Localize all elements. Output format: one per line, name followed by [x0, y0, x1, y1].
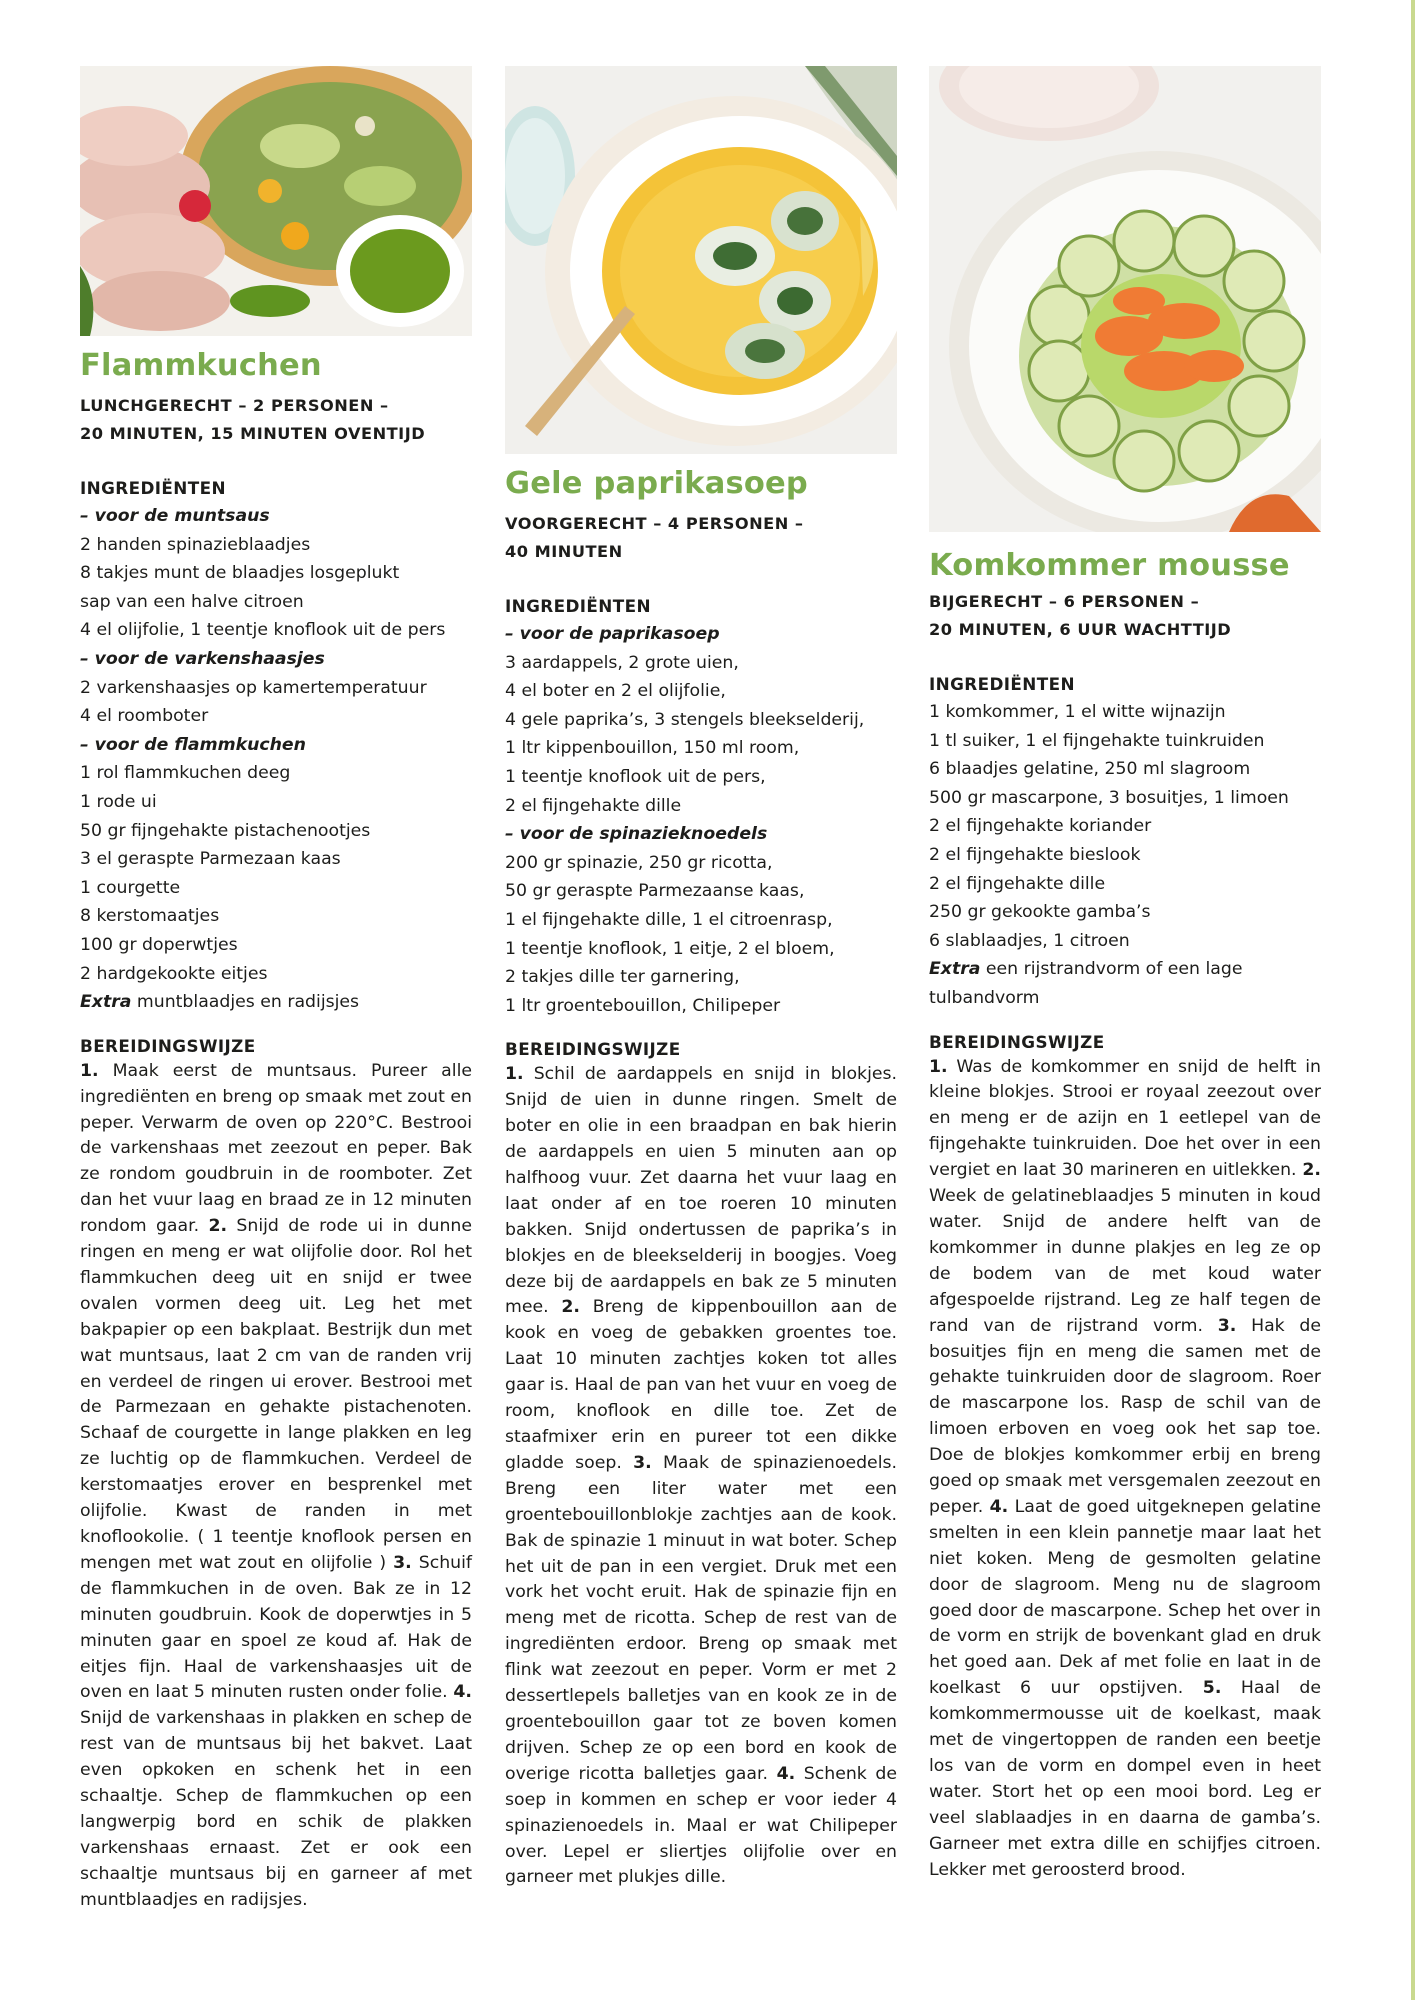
- step-number: 1.: [929, 1056, 948, 1077]
- ingredient-item: [929, 727, 1321, 756]
- ingredient-item: [929, 784, 1321, 813]
- ingredient-text: 1 rol flammkuchen deeg: [80, 763, 291, 784]
- ingredient-text: 1 rode ui: [80, 791, 157, 812]
- ingredient-text: 100 gr doperwtjes: [80, 934, 238, 955]
- ingredient-text: 1 teentje knoflook, 1 eitje, 2 el bloem,: [505, 938, 835, 959]
- step-text: Schil de aardappels en snijd in blokjes. Snijd de uien in dunne ringen. Smelt de boter en olie in een braadpan en bak hierin de aardappels en uien 5 minuten aan op halfhoog vuur. Zet daarna het vuur laag en laat onder af en toe roeren 10 minuten bakken. Snijd ondertussen de paprika’s in blokjes en de bleekselderij in boogjes. Voeg deze bij de aardappels en bak ze 5 minuten mee.: [505, 1064, 897, 1318]
- ingredient-item: [929, 870, 1321, 899]
- ingredient-item: [929, 755, 1321, 784]
- step-text: Was de komkommer en snijd de helft in kleine blokjes. Strooi er royaal zeezout over en meng er de azijn en 1 eetlepel van de fijngehakte tuinkruiden. Doe het over in een vergiet en laat 30 marineren en uitlekken.: [929, 1056, 1321, 1181]
- ingredients-list: [929, 698, 1321, 1013]
- ingredient-text: 2 el fijngehakte dille: [505, 795, 682, 816]
- ingredient-subheading: [80, 731, 472, 760]
- step-text: Maak de spinazienoedels. Breng een liter water met een groentebouillonblokje zachtjes aan de kook. Bak de spinazie 1 minuut in wat boter. Schep het uit de pan in een vergiet. Druk met een vork het vocht eruit. Hak de spinazie fijn en meng met de ricotta. Schep de rest van de ingrediënten erdoor. Breng op smaak met flink wat zeezout en peper. Vorm er met 2 dessertlepels balletjes van en kook ze in de groentebouillon gaar tot ze boven komen drijven. Schep ze op een bord en kook de overige ricotta balletjes gaar.: [505, 1452, 897, 1784]
- ingredient-text: 1 el fijngehakte dille, 1 el citroenrasp,: [505, 909, 833, 930]
- ingredient-item: [80, 960, 472, 989]
- recipe-meta: [505, 510, 897, 566]
- meta-line: LUNCHGERECHT – 2 PERSONEN –: [80, 396, 389, 415]
- ingredient-text: 4 el boter en 2 el olijfolie,: [505, 681, 726, 702]
- ingredient-text: 2 takjes dille ter garnering,: [505, 967, 740, 988]
- ingredient-text: 1 courgette: [80, 877, 181, 898]
- ingredient-item: [505, 963, 897, 992]
- recipe-meta: [929, 588, 1321, 644]
- ingredient-text: 2 el fijngehakte koriander: [929, 816, 1152, 837]
- ingredients-list: [505, 620, 897, 1020]
- ingredient-item: [929, 955, 1321, 984]
- step-number: 1.: [80, 1060, 99, 1081]
- preparation-heading: BEREIDINGSWIJZE: [929, 1031, 1105, 1052]
- ingredient-text: 250 gr gekookte gamba’s: [929, 902, 1151, 923]
- ingredient-item: [505, 877, 897, 906]
- meta-line: BIJGERECHT – 6 PERSONEN –: [929, 592, 1200, 611]
- ingredient-subheading: [505, 620, 897, 649]
- ingredient-item: [80, 874, 472, 903]
- step-text: Laat de goed uitgeknepen gelatine smelten in een klein pannetje maar laat het niet koken. Meng de gesmolten gelatine door de slagroom. Meng nu de slagroom goed door de mascarpone. Schep het over in de vorm en strijk de bovenkant glad en druk het goed aan. Dek af met folie en laat in de koelkast 6 uur opstijven.: [929, 1496, 1321, 1699]
- step-text: Breng de kippenbouillon aan de kook en voeg de gebakken groentes toe. Laat 10 minuten zachtjes koken tot alles gaar is. Haal de pan van het vuur en voeg de room, knoflook en dille toe. Zet de staafmixer erin en pureer tot een dikke gladde soep.: [505, 1297, 897, 1473]
- step-number: 2.: [208, 1216, 228, 1237]
- ingredient-text: 50 gr geraspte Parmezaanse kaas,: [505, 881, 805, 902]
- ingredient-subheading: [80, 502, 472, 531]
- step-number: 2.: [561, 1297, 580, 1318]
- preparation-text: [505, 1062, 897, 1891]
- ingredient-text: 1 tl suiker, 1 el fijngehakte tuinkruiden: [929, 730, 1265, 751]
- ingredient-text: – voor de varkenshaasjes: [80, 648, 325, 669]
- ingredient-item: [80, 531, 472, 560]
- ingredient-text: 1 teentje knoflook uit de pers,: [505, 766, 766, 787]
- ingredient-text: 2 el fijngehakte bieslook: [929, 844, 1141, 865]
- ingredient-item: [80, 588, 472, 617]
- ingredient-text: – voor de spinazieknoedels: [505, 824, 768, 845]
- page-edge-strip: [1411, 0, 1415, 2000]
- ingredient-item: [80, 788, 472, 817]
- extra-label: Extra: [929, 959, 981, 980]
- recipe-title: Komkommer mousse: [929, 548, 1290, 583]
- ingredient-item: [80, 702, 472, 731]
- ingredient-text: – voor de flammkuchen: [80, 734, 306, 755]
- ingredient-item: [80, 817, 472, 846]
- step-text: Week de gelatineblaadjes 5 minuten in koud water. Snijd de andere helft van de komkommer in dunne plakjes en leg ze op de bodem van de met koud water afgespoelde rijstrand. Leg ze half tegen de rand van de rijstrand vorm.: [929, 1186, 1321, 1336]
- step-text: Snijd de varkenshaas in plakken en schep de rest van de muntsaus bij het bakvet. Laat even opkoken en schenk het in een schaaltje. Schep de flammkuchen op een langwerpig bord en schik de plakken varkenshaas ernaast. Zet er ook een schaaltje muntsaus bij en garneer af met muntblaadjes en radijsjes.: [80, 1708, 472, 1910]
- ingredient-item: [505, 763, 897, 792]
- step-text: Hak de bosuitjes fijn en meng die samen met de gehakte tuinkruiden door de slagroom. Roer de mascarpone los. Rasp de schil van de limoen erboven en voeg ook het sap toe. Doe de blokjes komkommer erbij en breng goed op smaak met versgemalen zeezout en peper.: [929, 1315, 1322, 1517]
- ingredients-heading: INGREDIËNTEN: [929, 674, 1075, 694]
- extra-label: Extra: [80, 992, 132, 1013]
- ingredient-text: een rijstrandvorm of een lage: [985, 959, 1243, 980]
- ingredient-item: [80, 674, 472, 703]
- ingredient-text: sap van een halve citroen: [80, 591, 304, 612]
- meta-line: VOORGERECHT – 4 PERSONEN –: [505, 514, 804, 533]
- ingredient-item: [80, 845, 472, 874]
- recipe-flammkuchen: [80, 66, 472, 1914]
- step-text: Snijd de rode ui in dunne ringen en meng er wat olijfolie door. Rol het flammkuchen deeg uit en snijd er twee ovalen vormen deeg uit. Leg het met bakpapier op een bakplaat. Bestrijk dun met wat muntsaus, laat 2 cm van de randen vrij en verdeel de ringen ui erover. Bestrooi met de Parmezaan en gehakte pistachenoten. Schaaf de courgette in lange plakken en leg ze luchtig op de flammkuchen. Verdeel de kerstomaatjes erover en besprenkel met olijfolie. Kwast de randen in met knoflookolie. ( 1 teentje knoflook persen en mengen met wat zout en olijfolie ): [80, 1216, 473, 1573]
- ingredient-text: – voor de muntsaus: [80, 506, 270, 526]
- recipe-gele-paprikasoep: [505, 66, 897, 1891]
- ingredient-item: [929, 841, 1321, 870]
- komkommer-mousse-photo: [929, 66, 1321, 532]
- ingredient-text: 2 varkenshaasjes op kamertemperatuur: [80, 677, 427, 698]
- preparation-text: [929, 1055, 1321, 1884]
- step-number: 4.: [453, 1682, 472, 1703]
- ingredient-subheading: [505, 820, 897, 849]
- ingredient-subheading: [80, 645, 472, 674]
- recipe-title: Flammkuchen: [80, 348, 322, 383]
- ingredient-text: muntblaadjes en radijsjes: [136, 992, 360, 1013]
- step-number: 3.: [633, 1452, 652, 1473]
- step-text: Schenk de soep in kommen en schep er voor ieder 4 spinazienoedels in. Maal er wat Chilipeper over. Lepel er sliertjes olijfolie over en garneer met plukjes dille.: [505, 1763, 897, 1888]
- paprikasoep-photo: [505, 66, 897, 454]
- ingredient-text: 4 el roomboter: [80, 706, 209, 727]
- ingredient-item: [80, 988, 472, 1017]
- ingredient-item: [929, 812, 1321, 841]
- step-number: 4.: [776, 1763, 796, 1784]
- ingredient-text: 4 gele paprika’s, 3 stengels bleekselderij,: [505, 709, 865, 730]
- ingredient-text: 50 gr fijngehakte pistachenootjes: [80, 820, 371, 841]
- ingredient-item: [80, 616, 472, 645]
- preparation-heading: BEREIDINGSWIJZE: [505, 1039, 681, 1060]
- preparation-heading: BEREIDINGSWIJZE: [80, 1035, 256, 1056]
- ingredient-text: 8 takjes munt de blaadjes losgeplukt: [80, 563, 400, 584]
- ingredient-item: [505, 849, 897, 878]
- ingredient-text: 6 blaadjes gelatine, 250 ml slagroom: [929, 759, 1251, 780]
- ingredient-item: [505, 906, 897, 935]
- ingredient-item: [929, 898, 1321, 927]
- step-number: 3.: [393, 1552, 412, 1573]
- ingredient-text: 2 handen spinazieblaadjes: [80, 534, 311, 555]
- ingredient-text: 200 gr spinazie, 250 gr ricotta,: [505, 852, 773, 873]
- ingredient-item: [505, 706, 897, 735]
- ingredient-text: 1 ltr kippenbouillon, 150 ml room,: [505, 738, 800, 759]
- ingredient-item: [505, 992, 897, 1021]
- ingredient-text: 6 slablaadjes, 1 citroen: [929, 930, 1130, 951]
- ingredient-item: [80, 559, 472, 588]
- step-number: 4.: [989, 1496, 1009, 1517]
- step-text: Maak eerst de muntsaus. Pureer alle ingrediënten en breng op smaak met zout en peper. Verwarm de oven op 220°C. Bestrooi de varkenshaas met zeezout en peper. Bak ze rondom goudbruin in de roomboter. Zet dan het vuur laag en braad ze in 12 minuten rondom gaar.: [80, 1060, 473, 1237]
- step-number: 5.: [1202, 1678, 1222, 1699]
- step-number: 1.: [505, 1064, 524, 1085]
- ingredient-text: 2 hardgekookte eitjes: [80, 963, 268, 984]
- ingredient-text: 3 el geraspte Parmezaan kaas: [80, 849, 341, 870]
- meta-line: 20 MINUTEN, 15 MINUTEN OVENTIJD: [80, 424, 426, 443]
- ingredient-text: – voor de paprikasoep: [505, 624, 720, 644]
- recipe-komkommer-mousse: [929, 66, 1321, 1884]
- ingredient-item: [505, 792, 897, 821]
- ingredient-text: tulbandvorm: [929, 987, 1040, 1008]
- ingredient-text: 1 ltr groentebouillon, Chilipeper: [505, 995, 781, 1016]
- recipe-title: Gele paprikasoep: [505, 466, 808, 501]
- ingredient-text: 500 gr mascarpone, 3 bosuitjes, 1 limoen: [929, 787, 1289, 808]
- ingredient-item: [929, 927, 1321, 956]
- ingredient-item: [80, 931, 472, 960]
- meta-line: 20 MINUTEN, 6 UUR WACHTTIJD: [929, 620, 1232, 639]
- step-text: Haal de komkommermousse uit de koelkast, maak met de vingertoppen de randen een beetje los van de vorm en dompel even in heet water. Stort het op een mooi bord. Leg er veel slablaadjes in en daarna de gamba’s. Garneer met extra dille en schijfjes citroen. Lekker met geroosterd brood.: [929, 1678, 1322, 1880]
- ingredient-text: 8 kerstomaatjes: [80, 906, 220, 927]
- ingredients-heading: INGREDIËNTEN: [505, 596, 651, 616]
- step-number: 3.: [1217, 1315, 1237, 1336]
- step-text: Schuif de flammkuchen in de oven. Bak ze in 12 minuten goudbruin. Kook de doperwtjes in 5 minuten gaar en spoel ze koud af. Hak de eitjes fijn. Haal de varkenshaasjes uit de oven en laat 5 minuten rusten onder folie.: [80, 1552, 472, 1703]
- preparation-text: [80, 1059, 472, 1914]
- ingredient-text: 3 aardappels, 2 grote uien,: [505, 652, 739, 673]
- ingredient-text: 4 el olijfolie, 1 teentje knoflook uit de pers: [80, 620, 446, 641]
- ingredient-text: 1 komkommer, 1 el witte wijnazijn: [929, 702, 1226, 722]
- ingredient-item: [505, 649, 897, 678]
- ingredient-item: [505, 935, 897, 964]
- flammkuchen-photo: [80, 66, 472, 336]
- ingredient-item: [505, 734, 897, 763]
- ingredient-item: [80, 902, 472, 931]
- step-number: 2.: [1302, 1160, 1321, 1181]
- ingredient-item: [929, 984, 1321, 1013]
- ingredients-heading: INGREDIËNTEN: [80, 478, 226, 498]
- meta-line: 40 MINUTEN: [505, 542, 623, 561]
- ingredient-item: [505, 677, 897, 706]
- recipe-meta: [80, 392, 472, 448]
- ingredient-item: [929, 698, 1321, 727]
- ingredient-item: [80, 759, 472, 788]
- ingredient-text: 2 el fijngehakte dille: [929, 873, 1106, 894]
- ingredients-list: [80, 502, 472, 1017]
